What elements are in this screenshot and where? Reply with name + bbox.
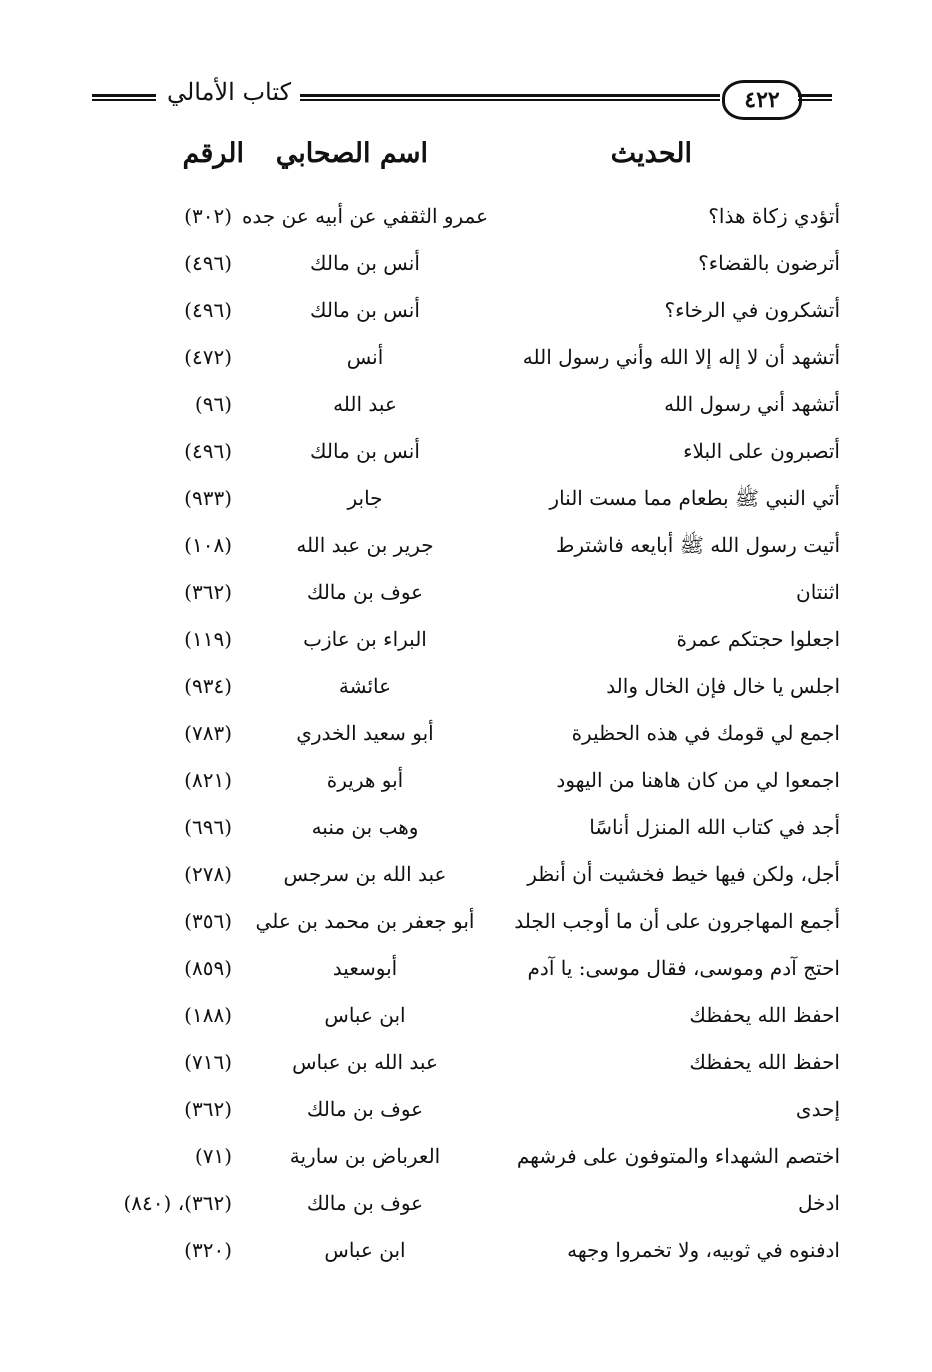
hadith-number: (٣٦٢) — [184, 580, 232, 604]
sahabi-name: أنس — [346, 345, 384, 369]
table-row — [100, 1185, 840, 1232]
header-rule-left — [92, 94, 156, 101]
sahabi-name: أنس بن مالك — [310, 439, 420, 463]
table-row — [100, 198, 840, 245]
header-rule-right — [798, 94, 832, 101]
hadith-text: اجعلوا حجتكم عمرة — [676, 627, 840, 651]
table-row — [100, 527, 840, 574]
hadith-index-table — [100, 198, 840, 1279]
hadith-number: (٤٩٦) — [184, 439, 232, 463]
hadith-text: أتشهد أن لا إله إلا الله وأني رسول الله — [522, 345, 840, 369]
hadith-text: أتؤدي زكاة هذا؟ — [708, 204, 840, 228]
sahabi-name: أبوسعيد — [332, 956, 398, 980]
hadith-number: (٩٦) — [194, 392, 232, 416]
sahabi-name: عوف بن مالك — [306, 1191, 424, 1215]
hadith-text: أتصبرون على البلاء — [683, 439, 840, 463]
sahabi-name: ابن عباس — [324, 1238, 406, 1262]
table-row — [100, 433, 840, 480]
sahabi-name: عبد الله بن سرجس — [283, 862, 447, 886]
hadith-text: اختصم الشهداء والمتوفون على فرشهم — [516, 1144, 840, 1168]
table-row — [100, 245, 840, 292]
hadith-text: اجمع لي قومك في هذه الحظيرة — [571, 721, 840, 745]
table-row — [100, 621, 840, 668]
sahabi-name: عوف بن مالك — [306, 1097, 424, 1121]
hadith-text: احتج آدم وموسى، فقال موسى: يا آدم — [527, 956, 840, 980]
table-row — [100, 339, 840, 386]
page-number: ٤٢٢ — [722, 80, 802, 120]
sahabi-name: عمرو الثقفي عن أبيه عن جده — [241, 204, 489, 228]
table-row — [100, 574, 840, 621]
sahabi-name: البراء بن عازب — [303, 627, 427, 651]
hadith-number: (٤٩٦) — [184, 251, 232, 275]
sahabi-name: أبو هريرة — [326, 768, 404, 792]
hadith-text: ادخل — [798, 1191, 840, 1215]
table-row — [100, 480, 840, 527]
column-header-sahabi: اسم الصحابي — [275, 138, 428, 169]
table-row — [100, 715, 840, 762]
hadith-text: احفظ الله يحفظك — [689, 1003, 840, 1027]
sahabi-name: جابر — [347, 486, 383, 510]
table-row — [100, 762, 840, 809]
hadith-text: أتيت رسول الله ﷺ أبايعه فاشترط — [555, 533, 840, 557]
running-header — [92, 72, 832, 132]
column-headers — [100, 138, 840, 178]
table-row — [100, 997, 840, 1044]
sahabi-name: عوف بن مالك — [306, 580, 424, 604]
table-row — [100, 1044, 840, 1091]
table-row — [100, 668, 840, 715]
hadith-text: احفظ الله يحفظك — [689, 1050, 840, 1074]
hadith-text: أتي النبي ﷺ بطعام مما مست النار — [549, 486, 840, 510]
hadith-text: أتشكرون في الرخاء؟ — [664, 298, 840, 322]
hadith-number: (٣٥٦) — [184, 909, 232, 933]
table-row — [100, 1138, 840, 1185]
hadith-number: (١١٩) — [184, 627, 232, 651]
hadith-number: (٣٦٢) — [184, 1097, 232, 1121]
table-row — [100, 950, 840, 997]
hadith-text: أجمع المهاجرون على أن ما أوجب الجلد — [514, 909, 840, 933]
hadith-number: (٤٩٦) — [184, 298, 232, 322]
hadith-number: (٦٩٦) — [184, 815, 232, 839]
hadith-number: (٣٢٠) — [184, 1238, 232, 1262]
hadith-number: (٩٣٤) — [184, 674, 232, 698]
table-row — [100, 1232, 840, 1279]
hadith-text: أتشهد أني رسول الله — [664, 392, 840, 416]
table-row — [100, 292, 840, 339]
hadith-number: (٧٨٣) — [184, 721, 232, 745]
hadith-text: ادفنوه في ثوبيه، ولا تخمروا وجهه — [567, 1238, 840, 1262]
book-title: كتاب الأمالي — [166, 78, 292, 106]
hadith-number: (٢٧٨) — [184, 862, 232, 886]
column-header-hadith: الحديث — [610, 138, 692, 169]
hadith-text: إحدى — [795, 1097, 840, 1121]
table-row — [100, 856, 840, 903]
table-row — [100, 386, 840, 433]
table-row — [100, 1091, 840, 1138]
hadith-number: (١٨٨) — [184, 1003, 232, 1027]
sahabi-name: أبو جعفر بن محمد بن علي — [255, 909, 475, 933]
sahabi-name: أنس بن مالك — [310, 251, 420, 275]
sahabi-name: أبو سعيد الخدري — [296, 721, 434, 745]
hadith-number: (٣٠٢) — [184, 204, 232, 228]
header-rule-middle — [300, 94, 720, 101]
hadith-number: (٧١) — [194, 1144, 232, 1168]
hadith-text: أترضون بالقضاء؟ — [698, 251, 840, 275]
sahabi-name: جرير بن عبد الله — [296, 533, 434, 557]
hadith-number: (٣٦٢)، (٨٤٠) — [123, 1191, 232, 1215]
sahabi-name: العرباض بن سارية — [289, 1144, 441, 1168]
sahabi-name: أنس بن مالك — [310, 298, 420, 322]
hadith-number: (٨٢١) — [184, 768, 232, 792]
sahabi-name: ابن عباس — [324, 1003, 406, 1027]
hadith-text: اجلس يا خال فإن الخال والد — [606, 674, 840, 698]
hadith-text: اجمعوا لي من كان هاهنا من اليهود — [556, 768, 840, 792]
sahabi-name: عائشة — [338, 674, 392, 698]
hadith-text: أجد في كتاب الله المنزل أناسًا — [589, 815, 840, 839]
table-row — [100, 903, 840, 950]
table-row — [100, 809, 840, 856]
hadith-number: (١٠٨) — [184, 533, 232, 557]
hadith-number: (٤٧٢) — [184, 345, 232, 369]
hadith-number: (٩٣٣) — [184, 486, 232, 510]
sahabi-name: عبد الله بن عباس — [292, 1050, 438, 1074]
sahabi-name: عبد الله — [333, 392, 397, 416]
hadith-text: اثنتان — [796, 580, 840, 604]
hadith-number: (٧١٦) — [184, 1050, 232, 1074]
hadith-number: (٨٥٩) — [184, 956, 232, 980]
column-header-number: الرقم — [182, 138, 244, 169]
hadith-text: أجل، ولكن فيها خيط فخشيت أن أنظر — [527, 862, 840, 886]
sahabi-name: وهب بن منبه — [311, 815, 419, 839]
